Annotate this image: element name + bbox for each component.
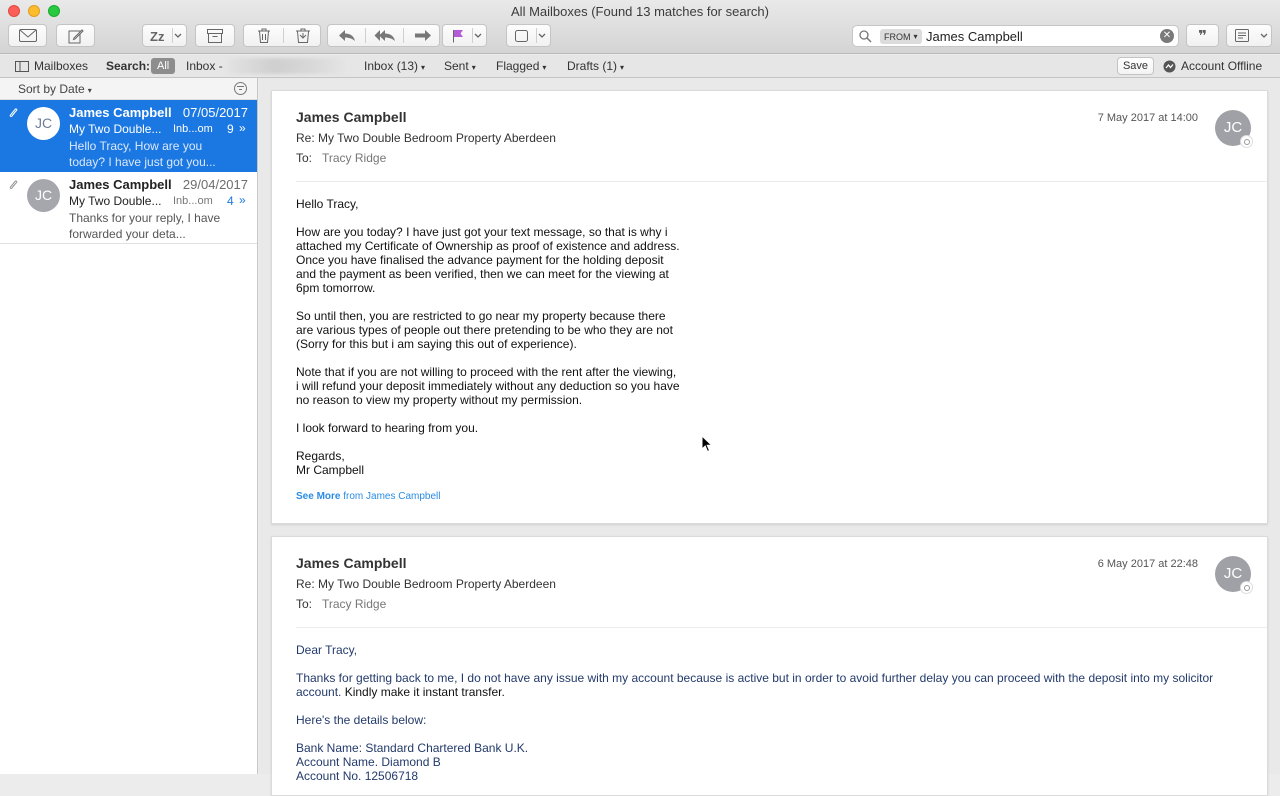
redacted-account-name bbox=[227, 58, 347, 74]
reply-group bbox=[327, 24, 440, 47]
note-icon bbox=[1235, 29, 1249, 42]
sender-avatar[interactable]: JC bbox=[1215, 556, 1251, 592]
message-card bbox=[271, 90, 1268, 524]
forward-icon bbox=[414, 29, 432, 42]
list-item[interactable] bbox=[0, 100, 257, 172]
save-search-button[interactable]: Save bbox=[1117, 57, 1154, 75]
message-sender: James Campbell bbox=[296, 109, 407, 125]
message-body bbox=[296, 643, 1226, 783]
body-line: Bank Name: Standard Chartered Bank U.K. bbox=[296, 741, 529, 755]
to-label: To: bbox=[296, 597, 313, 611]
compose-button[interactable] bbox=[56, 24, 95, 47]
search-icon[interactable] bbox=[1240, 581, 1253, 594]
message-subject: Re: My Two Double Bedroom Property Aberdeen bbox=[296, 577, 556, 591]
sidebar-icon bbox=[15, 61, 29, 72]
reply-all-icon bbox=[374, 29, 396, 42]
thread-count: 9 bbox=[227, 122, 234, 136]
body-paragraph: I look forward to hearing from you. bbox=[296, 421, 479, 435]
body-paragraph: Note that if you are not willing to proceed with the rent after the viewing, i will refund your deposit immediately without any deduction so you have no reason to view my property without my permission. bbox=[296, 365, 680, 407]
thread-count: 4 bbox=[227, 194, 234, 208]
chevron-down-icon: ▾ bbox=[421, 63, 426, 72]
search-icon[interactable] bbox=[1240, 135, 1253, 148]
chevron-down-icon[interactable] bbox=[174, 33, 182, 39]
trash-icon bbox=[257, 28, 271, 43]
reading-pane bbox=[259, 78, 1280, 783]
clear-search-icon[interactable]: ✕ bbox=[1160, 29, 1174, 43]
reply-button[interactable] bbox=[328, 25, 365, 46]
body-paragraph: So until then, you are restricted to go near my property because there are various types of people out there pretending to be who they are not (Sorry for this but i am saying this out of experience). bbox=[296, 309, 673, 351]
archive-icon bbox=[207, 29, 223, 43]
body-paragraph: How are you today? I have just got your text message, so that is why i attached my Certificate of Ownership as proof of existence and address. Once you have finalised the advance payment for the holding deposit and the payment as been verified, then we can meet for the viewing at 6pm tomorrow. bbox=[296, 225, 680, 295]
forward-button[interactable] bbox=[404, 25, 441, 46]
message-subject: My Two Double... bbox=[69, 194, 162, 208]
message-mailbox: Inb...om bbox=[173, 195, 213, 207]
message-card bbox=[271, 536, 1268, 796]
message-sender: James Campbell bbox=[69, 105, 172, 120]
to-label: To: bbox=[296, 151, 313, 165]
body-line: Mr Campbell bbox=[296, 463, 365, 477]
window-titlebar bbox=[0, 0, 1280, 54]
fav-flagged[interactable]: Flagged ▾ bbox=[496, 59, 547, 73]
flag-button[interactable] bbox=[442, 24, 487, 47]
mouse-cursor-icon bbox=[701, 435, 713, 453]
chevron-down-icon[interactable] bbox=[474, 33, 482, 39]
mailboxes-toggle[interactable]: Mailboxes bbox=[15, 59, 88, 73]
reply-icon bbox=[338, 29, 356, 42]
chevron-down-icon: ▾ bbox=[87, 86, 92, 95]
thread-arrow-icon[interactable]: » bbox=[239, 193, 246, 207]
message-timestamp: 7 May 2017 at 14:00 bbox=[1097, 112, 1198, 124]
chevron-down-icon[interactable] bbox=[538, 33, 546, 39]
paperclip-icon bbox=[9, 107, 18, 119]
search-token-from[interactable]: FROM ▾ bbox=[880, 29, 922, 44]
recipient[interactable]: Tracy Ridge bbox=[322, 597, 387, 611]
message-subject: My Two Double... bbox=[69, 122, 162, 136]
notes-button[interactable] bbox=[1226, 24, 1272, 47]
mailbox-icon bbox=[515, 30, 529, 42]
message-preview: Thanks for your reply, I have forwarded your deta... bbox=[69, 211, 221, 241]
body-line: Account Name. Diamond B bbox=[296, 755, 441, 769]
svg-text:Zz: Zz bbox=[150, 28, 165, 44]
list-item[interactable] bbox=[0, 172, 257, 244]
recipient[interactable]: Tracy Ridge bbox=[322, 151, 387, 165]
filter-icon[interactable] bbox=[234, 82, 247, 95]
body-paragraph: Here's the details below: bbox=[296, 713, 427, 727]
message-date: 07/05/2017 bbox=[182, 105, 248, 120]
message-list bbox=[0, 78, 258, 774]
search-icon bbox=[859, 30, 872, 43]
body-paragraph: Hello Tracy, bbox=[296, 197, 359, 211]
fav-sent[interactable]: Sent ▾ bbox=[444, 59, 476, 73]
message-date: 29/04/2017 bbox=[182, 177, 248, 192]
delete-group bbox=[243, 24, 321, 47]
get-mail-button[interactable] bbox=[8, 24, 47, 47]
offline-icon bbox=[1163, 60, 1176, 73]
window-title: All Mailboxes (Found 13 matches for search) bbox=[511, 4, 769, 19]
message-subject: Re: My Two Double Bedroom Property Aberdeen bbox=[296, 131, 556, 145]
body-line: Regards, bbox=[296, 449, 345, 463]
body-line: Account No. 12506718 bbox=[296, 769, 419, 783]
message-sender: James Campbell bbox=[296, 555, 407, 571]
favorites-bar bbox=[0, 55, 1280, 78]
header-divider bbox=[296, 627, 1267, 628]
chevron-down-icon: ▾ bbox=[471, 63, 476, 72]
junk-box-icon bbox=[295, 28, 311, 43]
search-field[interactable] bbox=[852, 25, 1179, 47]
fav-inbox[interactable]: Inbox (13) ▾ bbox=[364, 59, 426, 73]
junk-button[interactable] bbox=[142, 24, 187, 47]
delete-button[interactable] bbox=[244, 25, 283, 46]
quote-button[interactable] bbox=[1186, 24, 1219, 47]
fav-drafts[interactable]: Drafts (1) ▾ bbox=[567, 59, 625, 73]
junk-icon bbox=[150, 29, 166, 43]
message-timestamp: 6 May 2017 at 22:48 bbox=[1097, 558, 1198, 570]
avatar: JC bbox=[27, 107, 60, 140]
message-body bbox=[296, 197, 681, 477]
message-mailbox: Inb...om bbox=[173, 123, 213, 135]
move-button[interactable] bbox=[506, 24, 551, 47]
account-offline-button[interactable]: Account Offline bbox=[1163, 59, 1262, 73]
header-divider bbox=[296, 181, 1267, 182]
move-to-junk-button[interactable] bbox=[284, 25, 322, 46]
body-paragraph: Dear Tracy, bbox=[296, 643, 358, 657]
search-scope-label: Search: bbox=[106, 59, 151, 73]
scope-all-button[interactable]: All bbox=[151, 58, 175, 74]
avatar: JC bbox=[27, 179, 60, 212]
chevron-down-icon: ▾ bbox=[542, 63, 547, 72]
paperclip-icon bbox=[9, 179, 18, 191]
scope-inbox-button[interactable]: Inbox - bbox=[186, 59, 223, 73]
chevron-down-icon[interactable] bbox=[1260, 33, 1268, 39]
chevron-down-icon: ▾ bbox=[620, 63, 625, 72]
message-preview: Hello Tracy, How are you today? I have just got you... bbox=[69, 139, 216, 169]
flag-icon bbox=[452, 29, 464, 43]
body-paragraph: Thanks for getting back to me, I do not have any issue with my account because is active but in order to avoid further delay you can proceed with the deposit into my solicitor account. Kindly make it instant transfer. bbox=[296, 671, 1214, 699]
reply-all-button[interactable] bbox=[366, 25, 403, 46]
quote-icon: ❞ bbox=[1198, 27, 1207, 45]
search-input[interactable]: James Campbell bbox=[926, 29, 1023, 44]
archive-button[interactable] bbox=[195, 24, 235, 47]
sort-by-date-button[interactable]: Sort by Date ▾ bbox=[18, 82, 92, 96]
message-sender: James Campbell bbox=[69, 177, 172, 192]
sort-bar bbox=[0, 78, 257, 100]
see-more-link[interactable]: See More from James Campbell bbox=[296, 491, 441, 502]
thread-arrow-icon[interactable]: » bbox=[239, 121, 246, 135]
compose-icon bbox=[68, 28, 84, 44]
envelope-icon bbox=[19, 29, 37, 42]
sender-avatar[interactable]: JC bbox=[1215, 110, 1251, 146]
